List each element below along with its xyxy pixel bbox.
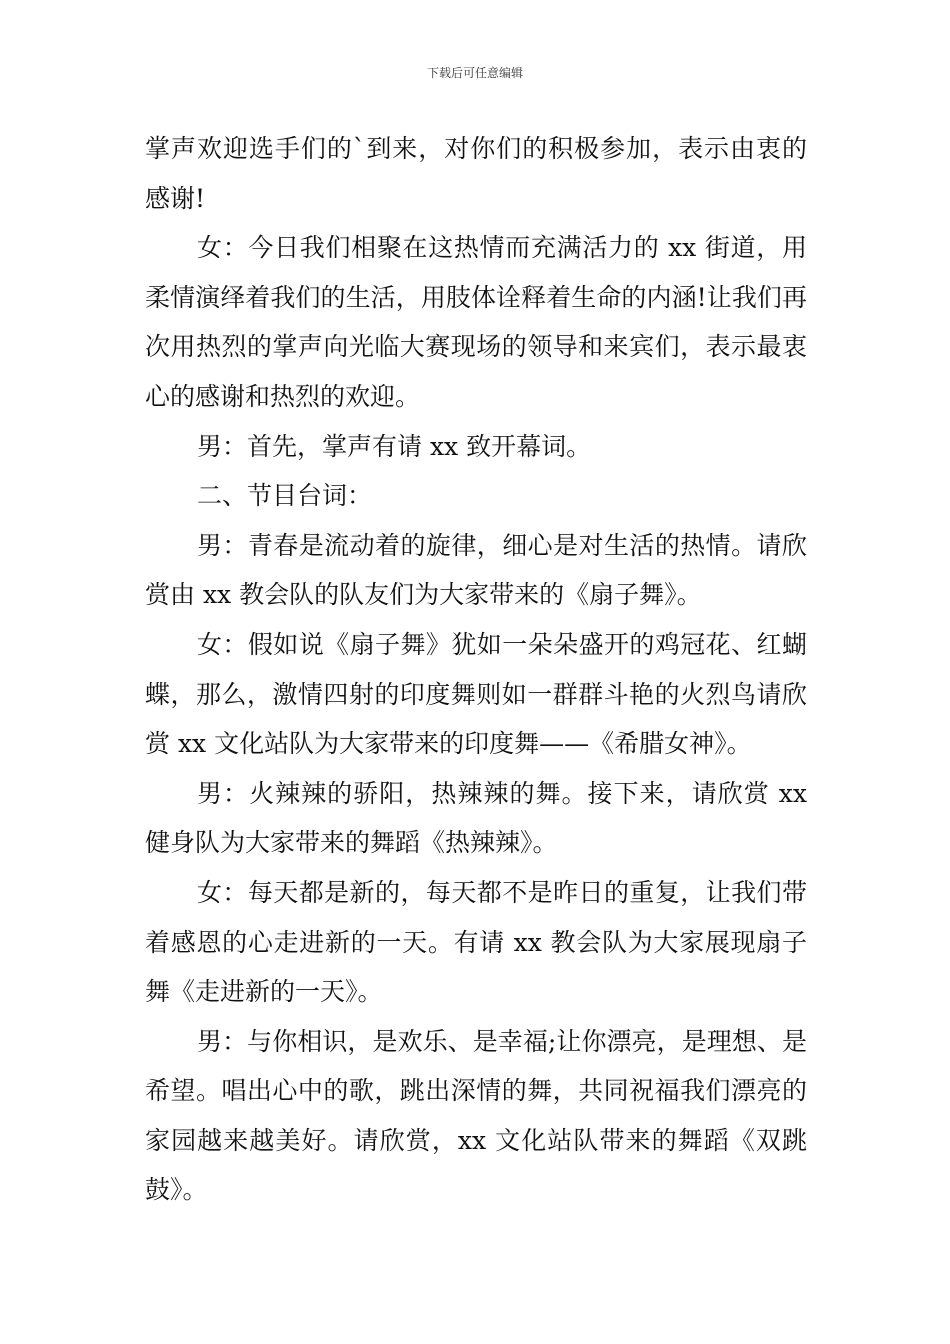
paragraph-8: 女：每天都是新的，每天都不是昨日的重复，让我们带着感恩的心走进新的一天。有请 xx 教会队为大家展现扇子舞《走进新的一天》。 xyxy=(145,877,807,1007)
paragraph-5: 男：青春是流动着的旋律，细心是对生活的热情。请欣赏由 xx 教会队的队友们为大家带来的《扇子舞》。 xyxy=(145,530,807,610)
paragraph-7: 男：火辣辣的骄阳，热辣辣的舞。接下来，请欣赏 xx 健身队为大家带来的舞蹈《热辣辣》。 xyxy=(145,778,807,858)
paragraph-9: 男：与你相识，是欢乐、是幸福;让你漂亮，是理想、是希望。唱出心中的歌，跳出深情的舞，共同祝福我们漂亮的家园越来越美好。请欣赏，xx 文化站队带来的舞蹈《双跳鼓》。 xyxy=(145,1026,807,1205)
paragraph-6: 女：假如说《扇子舞》犹如一朵朵盛开的鸡冠花、红蝴蝶，那么，激情四射的印度舞则如一群群斗艳的火烈鸟请欣赏 xx 文化站队为大家带来的印度舞——《希腊女神》。 xyxy=(145,629,807,759)
paragraph-2: 女：今日我们相聚在这热情而充满活力的 xx 街道，用柔情演绎着我们的生活，用肢体诠释着生命的内涵!让我们再次用热烈的掌声向光临大赛现场的领导和来宾们，表示最衷心的感谢和热烈的欢迎。 xyxy=(145,233,807,411)
document-body xyxy=(145,124,807,1215)
header-note: 下载后可任意编辑 xyxy=(426,66,523,80)
paragraph-3: 男：首先，掌声有请 xx 致开幕词。 xyxy=(197,431,592,461)
paragraph-4: 二、节目台词： xyxy=(197,481,373,511)
paragraph-1: 掌声欢迎选手们的`到来，对你们的积极参加，表示由衷的感谢! xyxy=(145,134,807,213)
